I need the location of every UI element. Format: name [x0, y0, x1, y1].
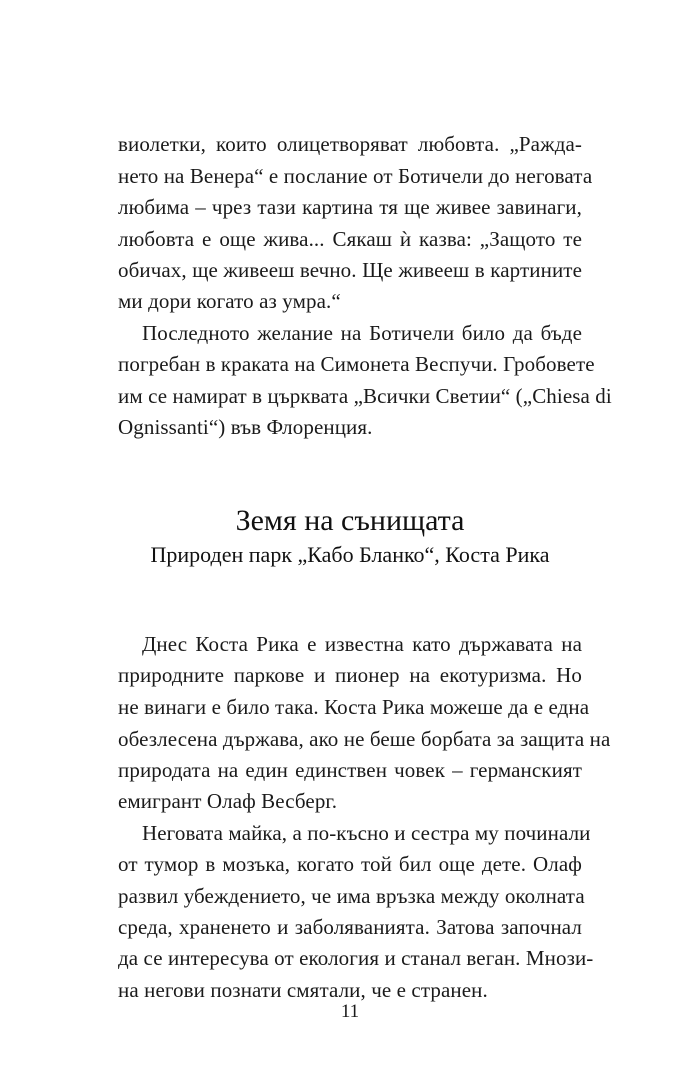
section-title: Земя на сънищата — [235, 504, 465, 537]
section-subtitle: Природен парк „Кабо Бланко“, Коста Рика — [150, 542, 550, 567]
text-line: любовта е още жива... Сякаш ѝ казва: „Защото те — [118, 227, 582, 251]
text-line: Неговата майка, а по-късно и сестра му починали — [142, 821, 591, 845]
text-line: емигрант Олаф Весберг. — [118, 789, 338, 813]
text-line: на негови познати смятали, че е странен. — [118, 978, 488, 1002]
text-line: обезлесена държава, ако не беше борбата за защита на — [118, 727, 611, 751]
text-line: виолетки, които олицетворяват любовта. „Ражда- — [118, 132, 582, 156]
text-line: нето на Венера“ е послание от Ботичели до неговата — [118, 164, 593, 188]
text-line: обичах, ще живееш вечно. Ще живееш в картините — [118, 258, 582, 282]
page-number: 11 — [340, 1001, 360, 1022]
text-line: природните паркове и пионер на екотуризма. Но — [118, 663, 582, 687]
text-line: да се интересува от екология и станал веган. Мнози- — [118, 946, 594, 970]
text-line: от тумор в мозъка, когато той бил още дете. Олаф — [118, 852, 582, 876]
text-line: природата на един единствен човек – германският — [118, 758, 582, 782]
text-line: Последното желание на Ботичели било да бъде — [142, 321, 582, 345]
text-line: любима – чрез тази картина тя ще живее завинаги, — [118, 195, 582, 219]
text-line: Ognissanti“) във Флоренция. — [118, 415, 373, 439]
text-line: среда, храненето и заболяванията. Затова започнал — [118, 915, 582, 939]
text-line: им се намират в църквата „Всички Светии“ („Chiesa di — [118, 384, 612, 408]
text-line: Днес Коста Рика е известна като държавата на — [142, 632, 582, 656]
text-line: не винаги е било така. Коста Рика можеше да е една — [118, 695, 590, 719]
text-line: ми дори когато аз умра.“ — [118, 289, 341, 313]
text-line: погребан в краката на Симонета Веспучи. Гробовете — [118, 352, 595, 376]
text-line: развил убеждението, че има връзка между околната — [118, 884, 585, 908]
